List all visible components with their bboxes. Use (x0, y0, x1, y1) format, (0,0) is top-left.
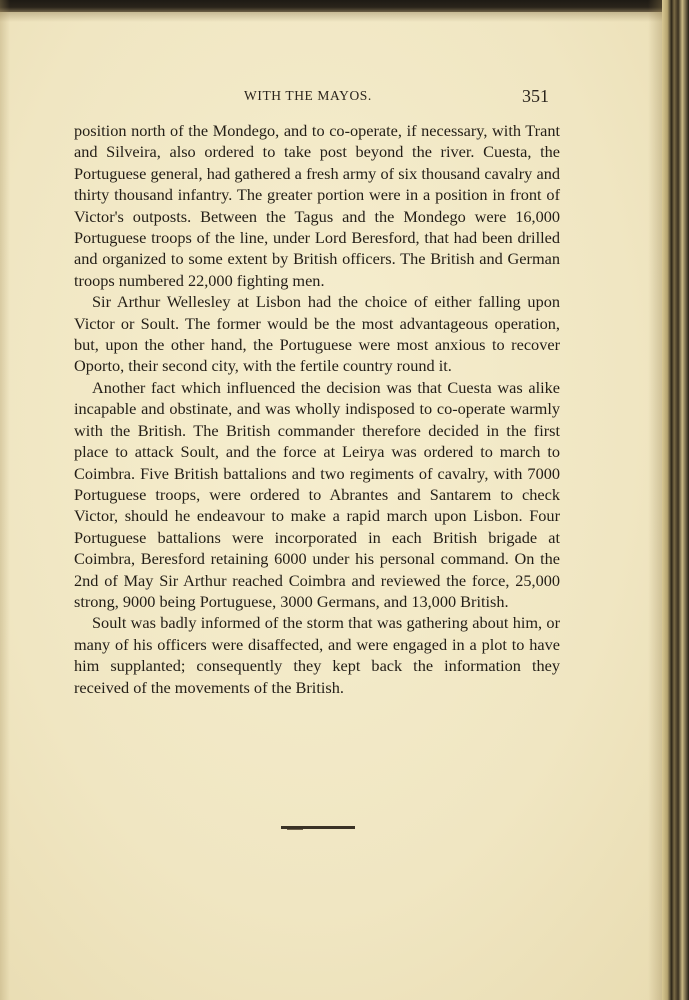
paragraph-2: Sir Arthur Wellesley at Lisbon had the choice of either falling upon Victor or Soult. The former would be the most advantageous operation, but, upon the other hand, the Portuguese were most anxious to recover Oporto, their second city, with the fertile country round it. (74, 292, 560, 376)
chapter-end-rule (281, 826, 355, 829)
page-gutter-shadow (648, 0, 662, 1000)
paragraph-3: Another fact which influenced the decision was that Cuesta was alike incapable and obstinate, and was wholly indisposed to co-operate warmly with the British. The British commander therefore decided in the first place to attack Soult, and the force at Leirya was ordered to march to Coimbra. Five British battalions and two regiments of cavalry, with 7000 Portuguese troops, were ordered to Abrantes and Santarem to check Victor, should he endeavour to make a rapid march upon Lisbon. Four Portuguese battalions were incorporated in each British brigade at Coimbra, Beresford retaining 6000 under his personal command. On the 2nd of May Sir Arthur reached Coimbra and reviewed the force, 25,000 strong, 9000 being Portuguese, 3000 Germans, and 13,000 British. (74, 377, 560, 611)
page-top-edge (0, 0, 689, 12)
body-text (74, 120, 560, 698)
running-title: WITH THE MAYOS. (244, 88, 372, 103)
book-spine-edge (662, 0, 689, 1000)
page-left-shadow (0, 0, 10, 1000)
page-top-shade (0, 12, 689, 22)
paragraph-1: position north of the Mondego, and to co-operate, if necessary, with Trant and Silveira, also ordered to take post beyond the river. Cuesta, the Portuguese general, had gathered a fresh army of six thousand cavalry and thirty thousand infantry. The greater portion were in a position in front of Victor's outposts. Between the Tagus and the Mondego were 16,000 Portuguese troops of the line, under Lord Beresford, that had been drilled and organized to some extent by British officers. The British and German troops numbered 22,000 fighting men. (74, 121, 560, 290)
paragraph-4: Soult was badly informed of the storm that was gathering about him, or many of his officers were disaffected, and were engaged in a plot to have him supplanted; consequently they kept back the information they received of the movements of the British. (74, 613, 560, 697)
page-number: 351 (522, 86, 549, 106)
